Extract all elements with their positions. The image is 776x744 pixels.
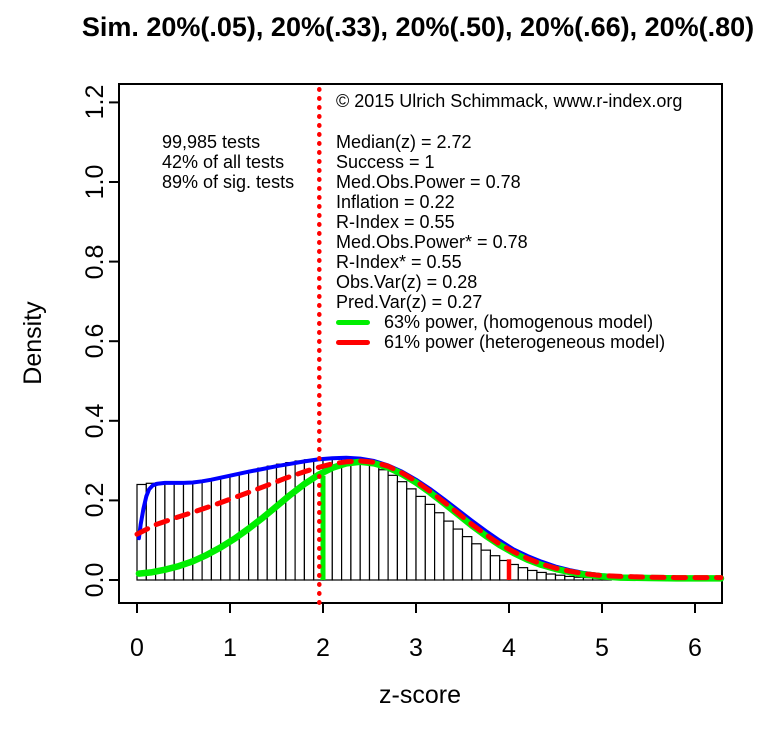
- y-axis-title: Density: [19, 301, 47, 385]
- histogram-bar: [528, 570, 537, 580]
- y-tick-label: 0.0: [81, 562, 109, 598]
- histogram-bar: [370, 465, 379, 580]
- stats-line: R-Index = 0.55: [336, 212, 455, 232]
- histogram-bar: [230, 475, 239, 580]
- stats-line: Med.Obs.Power = 0.78: [336, 172, 521, 192]
- x-tick-label: 1: [223, 634, 237, 662]
- histogram-bar: [472, 544, 481, 580]
- legend-label: 63% power, (homogenous model): [384, 312, 654, 332]
- histogram-bar: [388, 475, 397, 580]
- x-tick-label: 3: [409, 634, 423, 662]
- histogram-bar: [221, 477, 230, 580]
- x-tick-label: 6: [688, 634, 702, 662]
- histogram-bar: [342, 458, 351, 580]
- histogram-bar: [156, 483, 165, 580]
- histogram-bar: [574, 577, 583, 580]
- histogram-bar: [360, 462, 369, 580]
- x-axis-title: z-score: [379, 681, 461, 709]
- annotation-line: 99,985 tests: [162, 132, 261, 152]
- histogram-bar: [193, 482, 202, 580]
- copyright-note: © 2015 Ulrich Schimmack, www.r-index.org: [336, 91, 683, 111]
- annotation-line: 89% of sig. tests: [162, 172, 295, 192]
- histogram-bar: [537, 572, 546, 580]
- stats-line: Inflation = 0.22: [336, 192, 455, 212]
- y-tick-label: 0.4: [81, 403, 109, 439]
- stats-line: Success = 1: [336, 152, 435, 172]
- stats-line: Median(z) = 2.72: [336, 132, 472, 152]
- histogram-bar: [546, 574, 555, 580]
- stats-line: Obs.Var(z) = 0.28: [336, 272, 478, 292]
- histogram-bar: [332, 458, 341, 580]
- histogram-bar: [453, 529, 462, 580]
- stats-line: Pred.Var(z) = 0.27: [336, 292, 483, 312]
- histogram-bar: [416, 496, 425, 580]
- histogram-bar: [556, 575, 565, 580]
- stats-line: R-Index* = 0.55: [336, 252, 462, 272]
- y-tick-label: 0.6: [81, 323, 109, 359]
- histogram-bar: [407, 489, 416, 580]
- y-tick-label: 0.2: [81, 482, 109, 518]
- histogram-bar: [397, 482, 406, 580]
- histogram-bar: [565, 576, 574, 580]
- y-tick-label: 1.0: [81, 164, 109, 200]
- histogram-bar: [444, 521, 453, 580]
- histogram-bar: [295, 461, 304, 580]
- legend-label: 61% power (heterogeneous model): [384, 332, 666, 352]
- chart-title: Sim. 20%(.05), 20%(.33), 20%(.50), 20%(.66), 20%(.80): [81, 12, 755, 42]
- x-tick-label: 4: [502, 634, 516, 662]
- histogram-bar: [211, 479, 220, 580]
- x-tick-label: 0: [130, 634, 144, 662]
- y-tick-label: 0.8: [81, 244, 109, 280]
- histogram-bar: [490, 556, 499, 580]
- histogram-bar: [518, 568, 527, 580]
- x-tick-label: 2: [316, 634, 330, 662]
- histogram-bar: [425, 504, 434, 580]
- histogram-bar: [202, 481, 211, 581]
- x-tick-label: 5: [595, 634, 609, 662]
- histogram-bar: [351, 460, 360, 580]
- histogram-bar: [481, 550, 490, 580]
- y-tick-label: 1.2: [81, 84, 109, 120]
- annotation-line: 42% of all tests: [162, 152, 285, 172]
- histogram-bar: [463, 537, 472, 580]
- histogram-bar: [435, 513, 444, 580]
- histogram-bar: [379, 470, 388, 580]
- plot-area: [118, 83, 723, 604]
- stats-line: Med.Obs.Power* = 0.78: [336, 232, 528, 252]
